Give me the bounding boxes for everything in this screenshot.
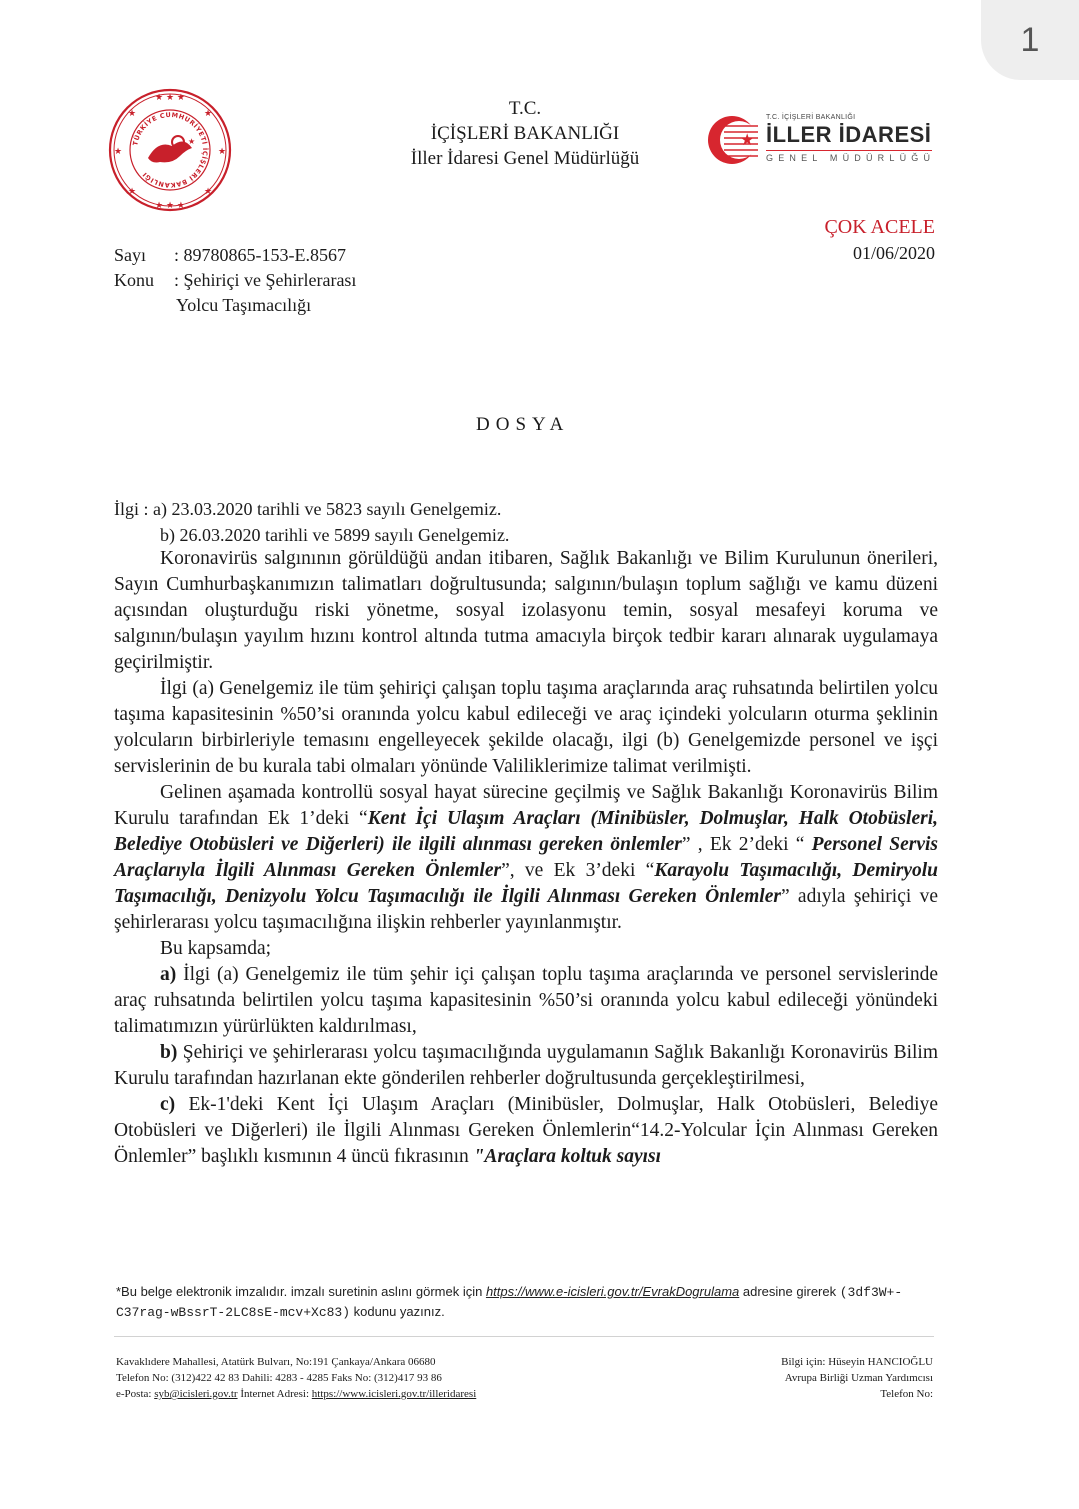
info-title: Avrupa Birliği Uzman Yardımcısı xyxy=(784,1372,933,1384)
header-directorate: İller İdaresi Genel Müdürlüğü xyxy=(410,148,640,169)
konu-row xyxy=(114,268,356,293)
ilgi-references xyxy=(114,496,509,548)
logo-main-text: İLLER İDARESİ xyxy=(766,122,932,147)
svg-text:★ ★ ★: ★ ★ ★ xyxy=(155,201,185,211)
paragraph-2: İlgi (a) Genelgemiz ile tüm şehiriçi çalışan toplu taşıma araçlarında araç ruhsatında belirtilen yolcu taşıma kapasitesinin %50’si oranında yolcu kabul edileceği ve araç içindeki yolcuların oturma şeklinin yolcuların birbirleriyle temasını engelleyecek şekilde olacağı, ilgi (b) Genelgemizde personel ve işçi servislerinin de bu kurala tabi olmaları yönünde Valiliklerimize talimat verilmişti. xyxy=(114,678,938,777)
svg-text:★: ★ xyxy=(127,109,137,119)
paragraph-1: Koronavirüs salgınının görüldüğü andan itibaren, Sağlık Bakanlığı ve Bilim Kurulunun önerileri, Sayın Cumhurbaşkanımızın talimatları doğrultusunda; salgının/bulaşın toplum sağlığı ve kamu düzeni açısından oluşturduğu riski yönetme, sosyal izolasyonu temin, sosyal mesafeyi koruma ve salgının/bulaşın yayılım hızını kontrol altında tutma amacıyla birçok tedbir kararı alınarak uygulamaya geçirilmiştir. xyxy=(114,548,938,673)
page-number-badge xyxy=(981,0,1079,80)
document-meta xyxy=(114,243,356,318)
document-body xyxy=(114,546,938,1170)
sayi-label: Sayı xyxy=(114,245,147,265)
page-number: 1 xyxy=(1020,20,1040,59)
svg-text:★: ★ xyxy=(203,187,213,197)
sayi-value: : 89780865-153-E.8567 xyxy=(174,245,346,265)
ilgi-b: b) 26.03.2020 tarihli ve 5899 sayılı Genelgemiz. xyxy=(160,525,510,545)
item-c: c) Ek-1'deki Kent İçi Ulaşım Araçları (Minibüsler, Dolmuşlar, Halk Otobüsleri, Belediye Otobüsleri ve Diğerleri) ile İlgili Alınması Gereken Önlemlerin“14.2-Yolcular İçin Alınması Gereken Önlemler” başlıklı kısmının 4 üncü fıkrasının "Araçlara koltuk sayısı xyxy=(114,1094,938,1167)
svg-text:★: ★ xyxy=(127,187,137,197)
logo-divider xyxy=(766,150,932,151)
svg-text:★: ★ xyxy=(217,147,227,157)
info-phone: Telefon No: xyxy=(880,1388,933,1400)
ministry-seal-icon xyxy=(106,86,234,219)
konu-value-line2: Yolcu Taşımacılığı xyxy=(176,295,312,315)
svg-text:★: ★ xyxy=(203,109,213,119)
ilgi-a: İlgi : a) 23.03.2020 tarihli ve 5823 sayılı Genelgemiz. xyxy=(114,499,502,519)
footer-contact xyxy=(116,1354,476,1402)
info-contact-person: Bilgi için: Hüseyin HANCIOĞLU xyxy=(781,1356,933,1368)
footer-web: e-Posta: syb@icisleri.gov.tr İnternet Adresi: https://www.icisleri.gov.tr/illeridaresi xyxy=(116,1388,477,1400)
guide-1-title: Kent İçi Ulaşım Araçları (Minibüsler, Dolmuşlar, Halk Otobüsleri, Belediye Otobüsleri ve Diğerleri) ile ilgili alınması gereken önlemler xyxy=(114,808,938,855)
logo-small-text: T.C. İÇİŞLERİ BAKANLIĞI xyxy=(766,114,856,121)
crescent-star-icon xyxy=(704,112,762,166)
website-link[interactable]: https://www.icisleri.gov.tr/illeridaresi xyxy=(311,1388,477,1400)
email-link[interactable]: syb@icisleri.gov.tr xyxy=(154,1388,238,1400)
guide-2-title: Personel Servis Araçlarıyla İlgili Alınması Gereken Önlemler xyxy=(114,834,938,881)
footer-divider xyxy=(114,1336,934,1337)
svg-text:★ ★ ★: ★ ★ ★ xyxy=(155,93,185,103)
konu-label: Konu xyxy=(114,270,154,290)
letterhead xyxy=(280,96,770,171)
paragraph-4: Bu kapsamda; xyxy=(160,938,272,959)
sayi-row xyxy=(114,243,356,268)
logo-sub-text: GENEL MÜDÜRLÜĞÜ xyxy=(766,153,936,163)
document-date: 01/06/2020 xyxy=(852,243,935,263)
paragraph-3: Gelinen aşamada kontrollü sosyal hayat sürecine geçilmiş ve Sağlık Bakanlığı Koronavirüs Bilim Kurulu tarafından Ek 1’deki “Kent İçi Ulaşım Araçları (Minibüsler, Dolmuşlar, Halk Otobüsleri, Belediye Otobüsleri ve Diğerleri) ile ilgili alınması gereken önlemler” , Ek 2’deki “ Personel Servis Araçlarıyla İlgili Alınması Gereken Önlemler”, ve Ek 3’deki “Karayolu Taşımacılığı, Demiryolu Taşımacılığı, Denizyolu Yolcu Taşımacılığı ile İlgili Alınması Gereken Önlemler” adıyla şehiriçi ve şehirlerarası yolcu taşımacılığına ilişkin rehberler yayınlanmıştır. xyxy=(114,782,938,933)
header-tc: T.C. xyxy=(508,98,542,119)
svg-text:★: ★ xyxy=(113,147,123,157)
urgency-label: ÇOK ACELE xyxy=(824,216,935,238)
verification-code: (3df3W+-C37rag-wBssrT-2LC8sE-mcv+Xc83) xyxy=(116,1285,903,1320)
footer-info xyxy=(781,1354,933,1402)
svg-text:TÜRKİYE CUMHURİYETİ İÇİŞLERİ B: TÜRKİYE CUMHURİYETİ İÇİŞLERİ BAKANLIĞI xyxy=(131,110,210,190)
footer-address: Kavaklıdere Mahallesi, Atatürk Bulvarı, No:191 Çankaya/Ankara 06680 xyxy=(116,1356,436,1368)
verification-link[interactable]: https://www.e-icisleri.gov.tr/EvrakDogrulama xyxy=(485,1284,740,1299)
guide-3-title: Karayolu Taşımacılığı, Demiryolu Taşımacılığı, Denizyolu Yolcu Taşımacılığı ile İlgili Alınması Gereken Önlemler xyxy=(114,860,938,907)
dosya-heading: DOSYA xyxy=(476,414,570,435)
svg-text:★: ★ xyxy=(740,130,755,149)
svg-text:★: ★ xyxy=(188,137,196,146)
item-b: b) Şehiriçi ve şehirlerarası yolcu taşımacılığında uygulamanın Sağlık Bakanlığı Koronavirüs Bilim Kurulu tarafından hazırlanan ekte gönderilen rehberler doğrultusunda gerçekleştirilmesi, xyxy=(114,1042,938,1089)
iller-idaresi-logo xyxy=(704,112,936,171)
e-signature-notice: *Bu belge elektronik imzalıdır. imzalı suretinin aslını görmek için https://www.e-icisleri.gov.tr/EvrakDogrulama adresine girerek (3df3W+-C37rag-wBssrT-2LC8sE-mcv+Xc83) kodunu yazınız. xyxy=(116,1284,903,1320)
konu-value: : Şehiriçi ve Şehirlerarası xyxy=(174,270,357,290)
item-a: a) İlgi (a) Genelgemiz ile tüm şehir içi çalışan toplu taşıma araçlarında ve personel servislerinde araç ruhsatında belirtilen yolcu taşıma kapasitesinin %50’si oranında yolcu kabul edileceği yönündeki talimatımızın yürürlükten kaldırılması, xyxy=(114,964,938,1037)
footer-phone: Telefon No: (312)422 42 83 Dahili: 4283 - 4285 Faks No: (312)417 93 86 xyxy=(116,1372,442,1384)
item-c-quote: "Araçlara koltuk sayısı xyxy=(473,1146,662,1167)
header-ministry: İÇİŞLERİ BAKANLIĞI xyxy=(430,123,620,144)
